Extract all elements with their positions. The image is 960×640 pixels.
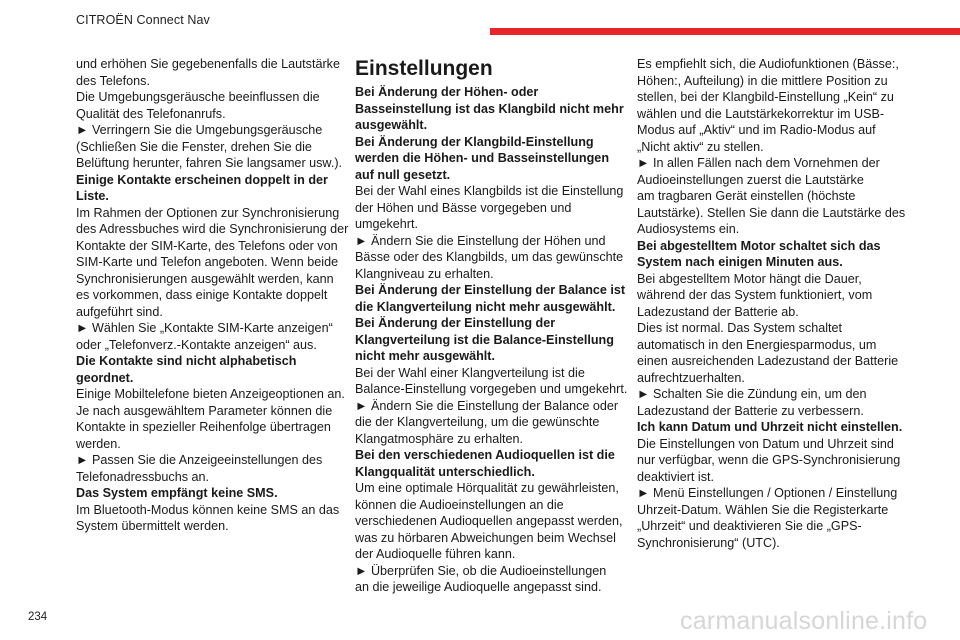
- bold-text-line: Die Kontakte sind nicht alphabetisch: [76, 354, 297, 368]
- text-line: „Nicht aktiv“ zu stellen.: [637, 139, 764, 154]
- text-line: Synchronisierungen ausgewählt werden, kann: [76, 271, 334, 286]
- header-accent-bar: [490, 28, 960, 35]
- text-line: deaktiviert ist.: [637, 469, 714, 484]
- bold-text-line: werden die Höhen- und Basseinstellungen: [355, 151, 610, 165]
- text-line: Synchronisierung“ (UTC).: [637, 535, 780, 550]
- bold-text-line: Klangqualität unterschiedlich.: [355, 464, 535, 479]
- text-line: ► Überprüfen Sie, ob die Audioeinstellungen: [355, 563, 607, 578]
- text-line: Telefonadressbuchs an.: [76, 469, 210, 484]
- text-line: die der Klangverteilung, um die gewünschte: [355, 415, 600, 429]
- bold-text-line: Bei Änderung der Einstellung der Balance ist: [355, 283, 626, 297]
- text-line: ► Menü Einstellungen / Optionen / Einstellung: [637, 486, 898, 500]
- text-line: Einige Mobiltelefone bieten Anzeigeoptionen an.: [76, 387, 345, 401]
- bold-text-line: Das System empfängt keine SMS.: [76, 486, 278, 500]
- text-line: Im Rahmen der Optionen zur Synchronisierung: [76, 205, 340, 220]
- text-line: (Schließen Sie die Fenster, drehen Sie die: [76, 139, 312, 154]
- bold-text-line: Einige Kontakte erscheinen doppelt in der: [76, 172, 328, 187]
- text-line: ► Ändern Sie die Einstellung der Balance oder: [355, 398, 619, 413]
- text-line: können die Audioeinstellungen an die: [355, 497, 564, 512]
- text-line: automatisch in den Energiesparmodus, um: [637, 337, 877, 352]
- text-line: Qualität des Telefonanrufs.: [76, 106, 226, 121]
- text-line: es vorkommen, dass einige Kontakte doppelt: [76, 288, 328, 302]
- column-right: [637, 56, 906, 551]
- text-line: am tragbaren Gerät einstellen (höchste: [637, 189, 856, 203]
- text-line: Bei der Wahl einer Klangverteilung ist die: [355, 365, 585, 380]
- text-line: Bei abgestelltem Motor hängt die Dauer,: [637, 271, 862, 286]
- text-line: und erhöhen Sie gegebenenfalls die Lautstärke: [76, 57, 340, 71]
- bold-text-line: System nach einigen Minuten aus.: [637, 255, 843, 269]
- text-line: Modus auf „Aktiv“ und im Radio-Modus auf: [637, 123, 876, 137]
- column-middle: [355, 56, 628, 596]
- text-line: wählen und die Lautstärkekorrektur im USB-: [637, 106, 885, 121]
- bold-text-line: die Klangverteilung nicht mehr ausgewählt.: [355, 299, 616, 314]
- bold-text-line: ausgewählt.: [355, 118, 428, 132]
- text-line: oder „Telefonverz.-Kontakte anzeigen“ aus.: [76, 337, 317, 352]
- text-line: Kontakte in spezieller Reihenfolge übertragen: [76, 420, 331, 434]
- text-line: System übermittelt werden.: [76, 519, 229, 533]
- text-line: ► Ändern Sie die Einstellung der Höhen und: [355, 233, 606, 248]
- bold-text-line: nicht mehr ausgewählt.: [355, 349, 495, 363]
- text-line: des Telefons.: [76, 73, 150, 88]
- text-line: ► Schalten Sie die Zündung ein, um den: [637, 387, 867, 401]
- text-line: der Höhen und Bässe vorgegeben und: [355, 200, 572, 215]
- bold-text-line: Bei Änderung der Klangbild-Einstellung: [355, 134, 594, 149]
- text-line: Höhen:, Aufteilung) in die mittlere Position zu: [637, 73, 888, 88]
- text-line: Balance-Einstellung vorgegeben und umgekehrt.: [355, 382, 628, 396]
- text-line: werden.: [76, 436, 121, 451]
- bold-text-line: geordnet.: [76, 370, 134, 385]
- running-header-title: CITROËN Connect Nav: [76, 13, 210, 27]
- text-line: aufgeführt sind.: [76, 304, 163, 319]
- text-line: verschiedenen Audioquellen angepasst werden,: [355, 514, 623, 528]
- bold-text-line: Ich kann Datum und Uhrzeit nicht einstellen.: [637, 420, 903, 434]
- text-line: Bässe oder des Klangbilds, um das gewünschte: [355, 250, 624, 264]
- text-line: nur verfügbar, wenn die GPS-Synchronisierung: [637, 453, 901, 467]
- text-line: ► Wählen Sie „Kontakte SIM-Karte anzeigen“: [76, 321, 333, 335]
- text-line: der Audioquelle führen kann.: [355, 547, 516, 561]
- bold-text-line: Bei Änderung der Höhen- oder: [355, 85, 539, 99]
- text-line: Audioeinstellungen zuerst die Lautstärke: [637, 172, 864, 187]
- text-line: SIM-Karte und Telefon angeboten. Wenn beide: [76, 255, 339, 269]
- text-line: ► Verringern Sie die Umgebungsgeräusche: [76, 123, 323, 137]
- watermark-text: carmanualsonline.info: [680, 607, 928, 635]
- text-line: Bei der Wahl eines Klangbilds ist die Einstellung: [355, 184, 624, 198]
- bold-text-line: auf null gesetzt.: [355, 167, 451, 182]
- column-left: [76, 56, 349, 535]
- bold-text-line: Liste.: [76, 189, 109, 203]
- text-line: während der das System funktioniert, vom: [637, 288, 873, 302]
- bold-text-line: Klangverteilung ist die Balance-Einstellung: [355, 332, 614, 347]
- text-line: Je nach ausgewähltem Parameter können die: [76, 403, 333, 418]
- text-line: ► In allen Fällen nach dem Vornehmen der: [637, 156, 880, 170]
- text-line: Die Umgebungsgeräusche beeinflussen die: [76, 90, 320, 104]
- text-line: des Adressbuches wird die Synchronisierung der: [76, 222, 349, 236]
- text-line: Es empfiehlt sich, die Audiofunktionen (Bässe:,: [637, 57, 899, 71]
- text-line: Die Einstellungen von Datum und Uhrzeit sind: [637, 436, 894, 451]
- text-line: Dies ist normal. Das System schaltet: [637, 321, 843, 335]
- text-line: Im Bluetooth-Modus können keine SMS an das: [76, 502, 340, 517]
- text-line: Klangniveau zu erhalten.: [355, 266, 494, 281]
- text-line: „Uhrzeit“ und deaktivieren Sie die „GPS-: [637, 519, 862, 533]
- bold-text-line: Bei abgestelltem Motor schaltet sich das: [637, 238, 881, 253]
- text-line: an die jeweilige Audioquelle angepasst sind.: [355, 580, 602, 594]
- text-line: Ladezustand der Batterie zu verbessern.: [637, 403, 864, 418]
- text-line: Ladezustand der Batterie ab.: [637, 304, 799, 319]
- bold-text-line: Bei Änderung der Einstellung der: [355, 316, 556, 330]
- text-line: umgekehrt.: [355, 217, 418, 231]
- text-line: Kontakte der SIM-Karte, des Telefons oder von: [76, 238, 338, 253]
- text-line: stellen, bei der Klangbild-Einstellung „Kein“ zu: [637, 90, 894, 104]
- text-line: Lautstärke). Stellen Sie dann die Lautstärke des: [637, 205, 906, 220]
- bold-text-line: Basseinstellung ist das Klangbild nicht mehr: [355, 101, 624, 116]
- text-line: Uhrzeit-Datum. Wählen Sie die Registerkarte: [637, 502, 889, 517]
- text-line: Um eine optimale Hörqualität zu gewährleisten,: [355, 481, 619, 495]
- bold-text-line: Bei den verschiedenen Audioquellen ist die: [355, 448, 615, 462]
- text-line: Audiosystems ein.: [637, 222, 740, 236]
- text-line: einen ausreichenden Ladezustand der Batterie: [637, 354, 899, 368]
- text-line: was zu hörbaren Abweichungen beim Wechsel: [355, 530, 616, 545]
- text-line: ► Passen Sie die Anzeigeeinstellungen des: [76, 453, 323, 467]
- section-heading: Einstellungen: [355, 57, 493, 80]
- text-line: Belüftung herunter, fahren Sie langsamer usw.).: [76, 156, 343, 170]
- text-line: aufrechtzuerhalten.: [637, 370, 745, 385]
- text-line: Klangatmosphäre zu erhalten.: [355, 431, 524, 446]
- page-number: 234: [28, 611, 48, 623]
